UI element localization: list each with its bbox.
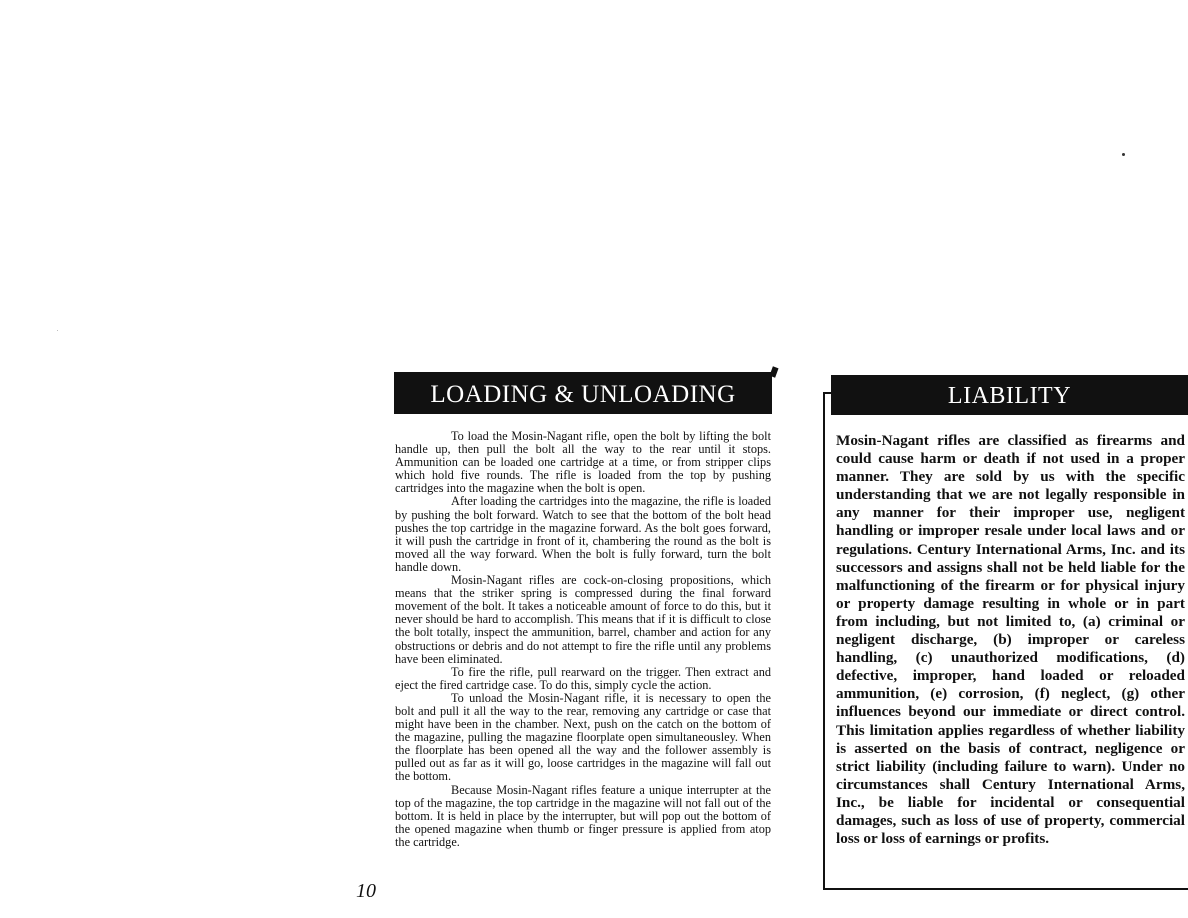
paragraph: To unload the Mosin-Nagant rifle, it is necessary to open the bolt and pull it all the way to the rear, removing any cartridge or case that might have been in the chamber. Next, push on the catch on the bottom of the magazine, pulling the magazine floorplate open simultaneousley. When the floorplate has been opened all the way and the follower assembly is pulled out as far as it will go, loose cartridges in the magazine will fall out the bottom. xyxy=(395,690,771,784)
page-number: 10 xyxy=(356,880,376,902)
scan-speck xyxy=(1122,153,1125,156)
liability-title: LIABILITY xyxy=(947,383,1072,409)
scan-speck xyxy=(57,330,58,331)
paragraph: To fire the rifle, pull rearward on the trigger. Then extract and eject the fired cartridge case. To do this, simply cycle the action. xyxy=(395,664,771,692)
banner-corner-mark xyxy=(769,366,778,377)
loading-unloading-title-banner xyxy=(394,372,772,414)
liability-body: Mosin-Nagant rifles are classified as firearms and could cause harm or death if not used in a proper manner. They are sold by us with the specific understanding that we are not legally responsible in any manner for their improper use, negligent handling or improper resale under local laws and or regulations. Century International Arms, Inc. and its successors and assigns shall not be held liable for the malfunctioning of the firearm or for physical injury or property damage resulting in whole or in part from including, but not limited to, (a) criminal or negligent discharge, (b) improper or careless handling, (c) unauthorized modifications, (d) defective, improper, hand loaded or reloaded ammunition, (e) corrosion, (f) neglect, (g) other influences beyond our immediate or direct control. This limitation applies regardless of whether liability is asserted on the basis of contract, negligence or strict liability (including failure to warn). Under no circumstances shall Century International Arms, Inc., be liable for incidental or consequential damages, such as loss of use of property, commercial loss or loss of earnings or profits. xyxy=(836,432,1185,848)
paragraph: To load the Mosin-Nagant rifle, open the bolt by lifting the bolt handle up, then pull the bolt all the way to the rear until it stops. Ammunition can be loaded one cartridge at a time, or from stripper clips which hold five rounds. The rifle is loaded from the top by pushing cartridges into the magazine when the bolt is open. xyxy=(395,429,771,496)
paragraph: Because Mosin-Nagant rifles feature a unique interrupter at the top of the magazine, the top cartridge in the magazine will not fall out of the bottom. It is held in place by the interrupter, but will pop out the bottom of the opened magazine when thumb or finger pressure is applied from atop the cartridge. xyxy=(395,782,771,849)
loading-unloading-body xyxy=(395,430,771,849)
paragraph: Mosin-Nagant rifles are cock-on-closing propositions, which means that the striker spring is compressed during the final forward movement of the bolt. It takes a noticeable amount of force to do this, but it never should be hard to accomplish. This means that if it is difficult to close the bolt totally, inspect the ammunition, barrel, chamber and action for any obstructions or debris and do not attempt to fire the rifle until any problems have been eliminated. xyxy=(395,573,771,666)
liability-title-banner xyxy=(831,375,1188,415)
paragraph: After loading the cartridges into the magazine, the rifle is loaded by pushing the bolt forward. Watch to see that the bottom of the bolt head pushes the top cartridge in the magazine forward. As the bolt goes forward, it will push the cartridge in front of it, chambering the round as the bolt is moved all the way forward. When the bolt is fully forward, turn the bolt handle down. xyxy=(395,494,771,574)
loading-unloading-title: LOADING & UNLOADING xyxy=(430,381,736,408)
